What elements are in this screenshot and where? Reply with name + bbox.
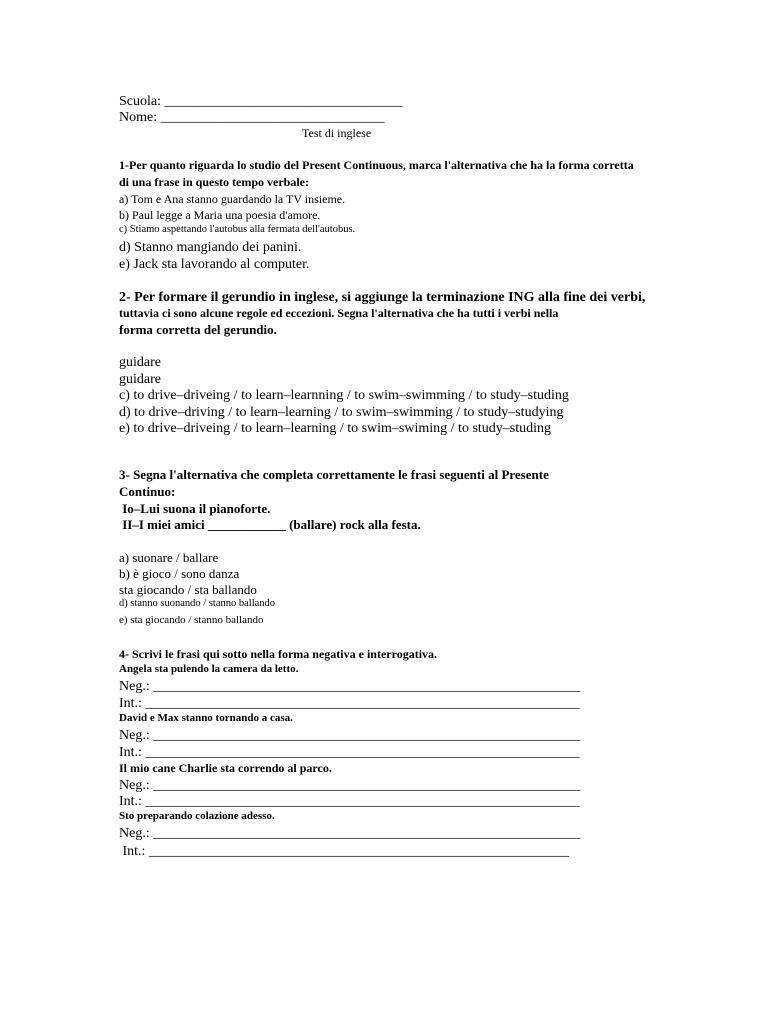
test-title: Test di inglese bbox=[302, 126, 372, 140]
q3-option-d: d) stanno suonando / stanno ballando bbox=[119, 598, 276, 609]
q2-prompt-line2: tuttavia ci sono alcune regole ed eccezioni. Segna l'alternativa che ha tutti i verbi nella bbox=[119, 306, 559, 320]
q2-prompt-line1: 2- Per formare il gerundio in inglese, si aggiunge la terminazione ING alla fine dei verbi, bbox=[119, 290, 646, 305]
q3-sentence-1: Io–Lui suona il pianoforte. bbox=[119, 501, 271, 516]
q4-sentence-1: Angela sta pulendo la camera da letto. bbox=[119, 663, 299, 675]
q2-prompt-line3: forma corretta del gerundio. bbox=[119, 322, 277, 337]
q2-option-d: d) to drive–driving / to learn–learning / to swim–swimming / to study–studying bbox=[119, 405, 564, 420]
q3-prompt-line1: 3- Segna l'alternativa che completa correttamente le frasi seguenti al Presente bbox=[119, 467, 549, 482]
q4-int-line-2: Int.: ______________________________________________________________ bbox=[119, 745, 580, 760]
q2-option-e: e) to drive–driveing / to learn–learning / to swim–swiming / to study–studing bbox=[119, 421, 552, 436]
q4-int-line-3: Int.: ______________________________________________________________ bbox=[119, 794, 580, 809]
q3-option-b: b) è gioco / sono danza bbox=[119, 566, 240, 581]
q4-sentence-3: Il mio cane Charlie sta correndo al parco. bbox=[119, 761, 332, 775]
q2-option-c: c) to drive–driveing / to learn–learnning / to swim–swimming / to study–studing bbox=[119, 388, 569, 403]
q3-option-c: sta giocando / sta ballando bbox=[119, 582, 257, 597]
q4-sentence-4: Sto preparando colazione adesso. bbox=[119, 810, 275, 822]
q3-option-a: a) suonare / ballare bbox=[119, 550, 219, 565]
q1-option-e: e) Jack sta lavorando al computer. bbox=[119, 257, 310, 272]
q1-option-c: c) Stiamo aspettando l'autobus alla fermata dell'autobus. bbox=[119, 224, 356, 235]
q4-sentence-2: David e Max stanno tornando a casa. bbox=[119, 712, 293, 724]
name-field: Nome: ________________________________ bbox=[119, 110, 385, 125]
q1-option-d: d) Stanno mangiando dei panini. bbox=[119, 240, 302, 255]
q4-prompt: 4- Scrivi le frasi qui sotto nella forma negativa e interrogativa. bbox=[119, 647, 438, 661]
q4-neg-line-4: Neg.: _____________________________________________________________ bbox=[119, 826, 581, 841]
q4-neg-line-1: Neg.: _____________________________________________________________ bbox=[119, 679, 581, 694]
q4-neg-line-3: Neg.: _____________________________________________________________ bbox=[119, 778, 581, 793]
q4-int-line-4: Int.: ____________________________________________________________ bbox=[119, 844, 569, 859]
q2-option-b: guidare bbox=[119, 372, 161, 387]
q1-prompt-line1: 1-Per quanto riguarda lo studio del Present Continuous, marca l'alternativa che ha la forma corretta bbox=[119, 158, 634, 172]
q1-prompt-line2: di una frase in questo tempo verbale: bbox=[119, 175, 309, 189]
q3-sentence-2: II–I miei amici ____________ (ballare) rock alla festa. bbox=[119, 517, 421, 532]
q3-prompt-line2: Continuo: bbox=[119, 484, 176, 499]
q2-option-a: guidare bbox=[119, 355, 161, 370]
q1-option-b: b) Paul legge a Maria una poesia d'amore. bbox=[119, 208, 321, 222]
school-field: Scuola: __________________________________ bbox=[119, 94, 403, 109]
q4-int-line-1: Int.: ______________________________________________________________ bbox=[119, 696, 580, 711]
q3-option-e: e) sta giocando / stanno ballando bbox=[119, 614, 264, 626]
q4-neg-line-2: Neg.: _____________________________________________________________ bbox=[119, 728, 581, 743]
q1-option-a: a) Tom e Ana stanno guardando la TV insieme. bbox=[119, 192, 346, 206]
